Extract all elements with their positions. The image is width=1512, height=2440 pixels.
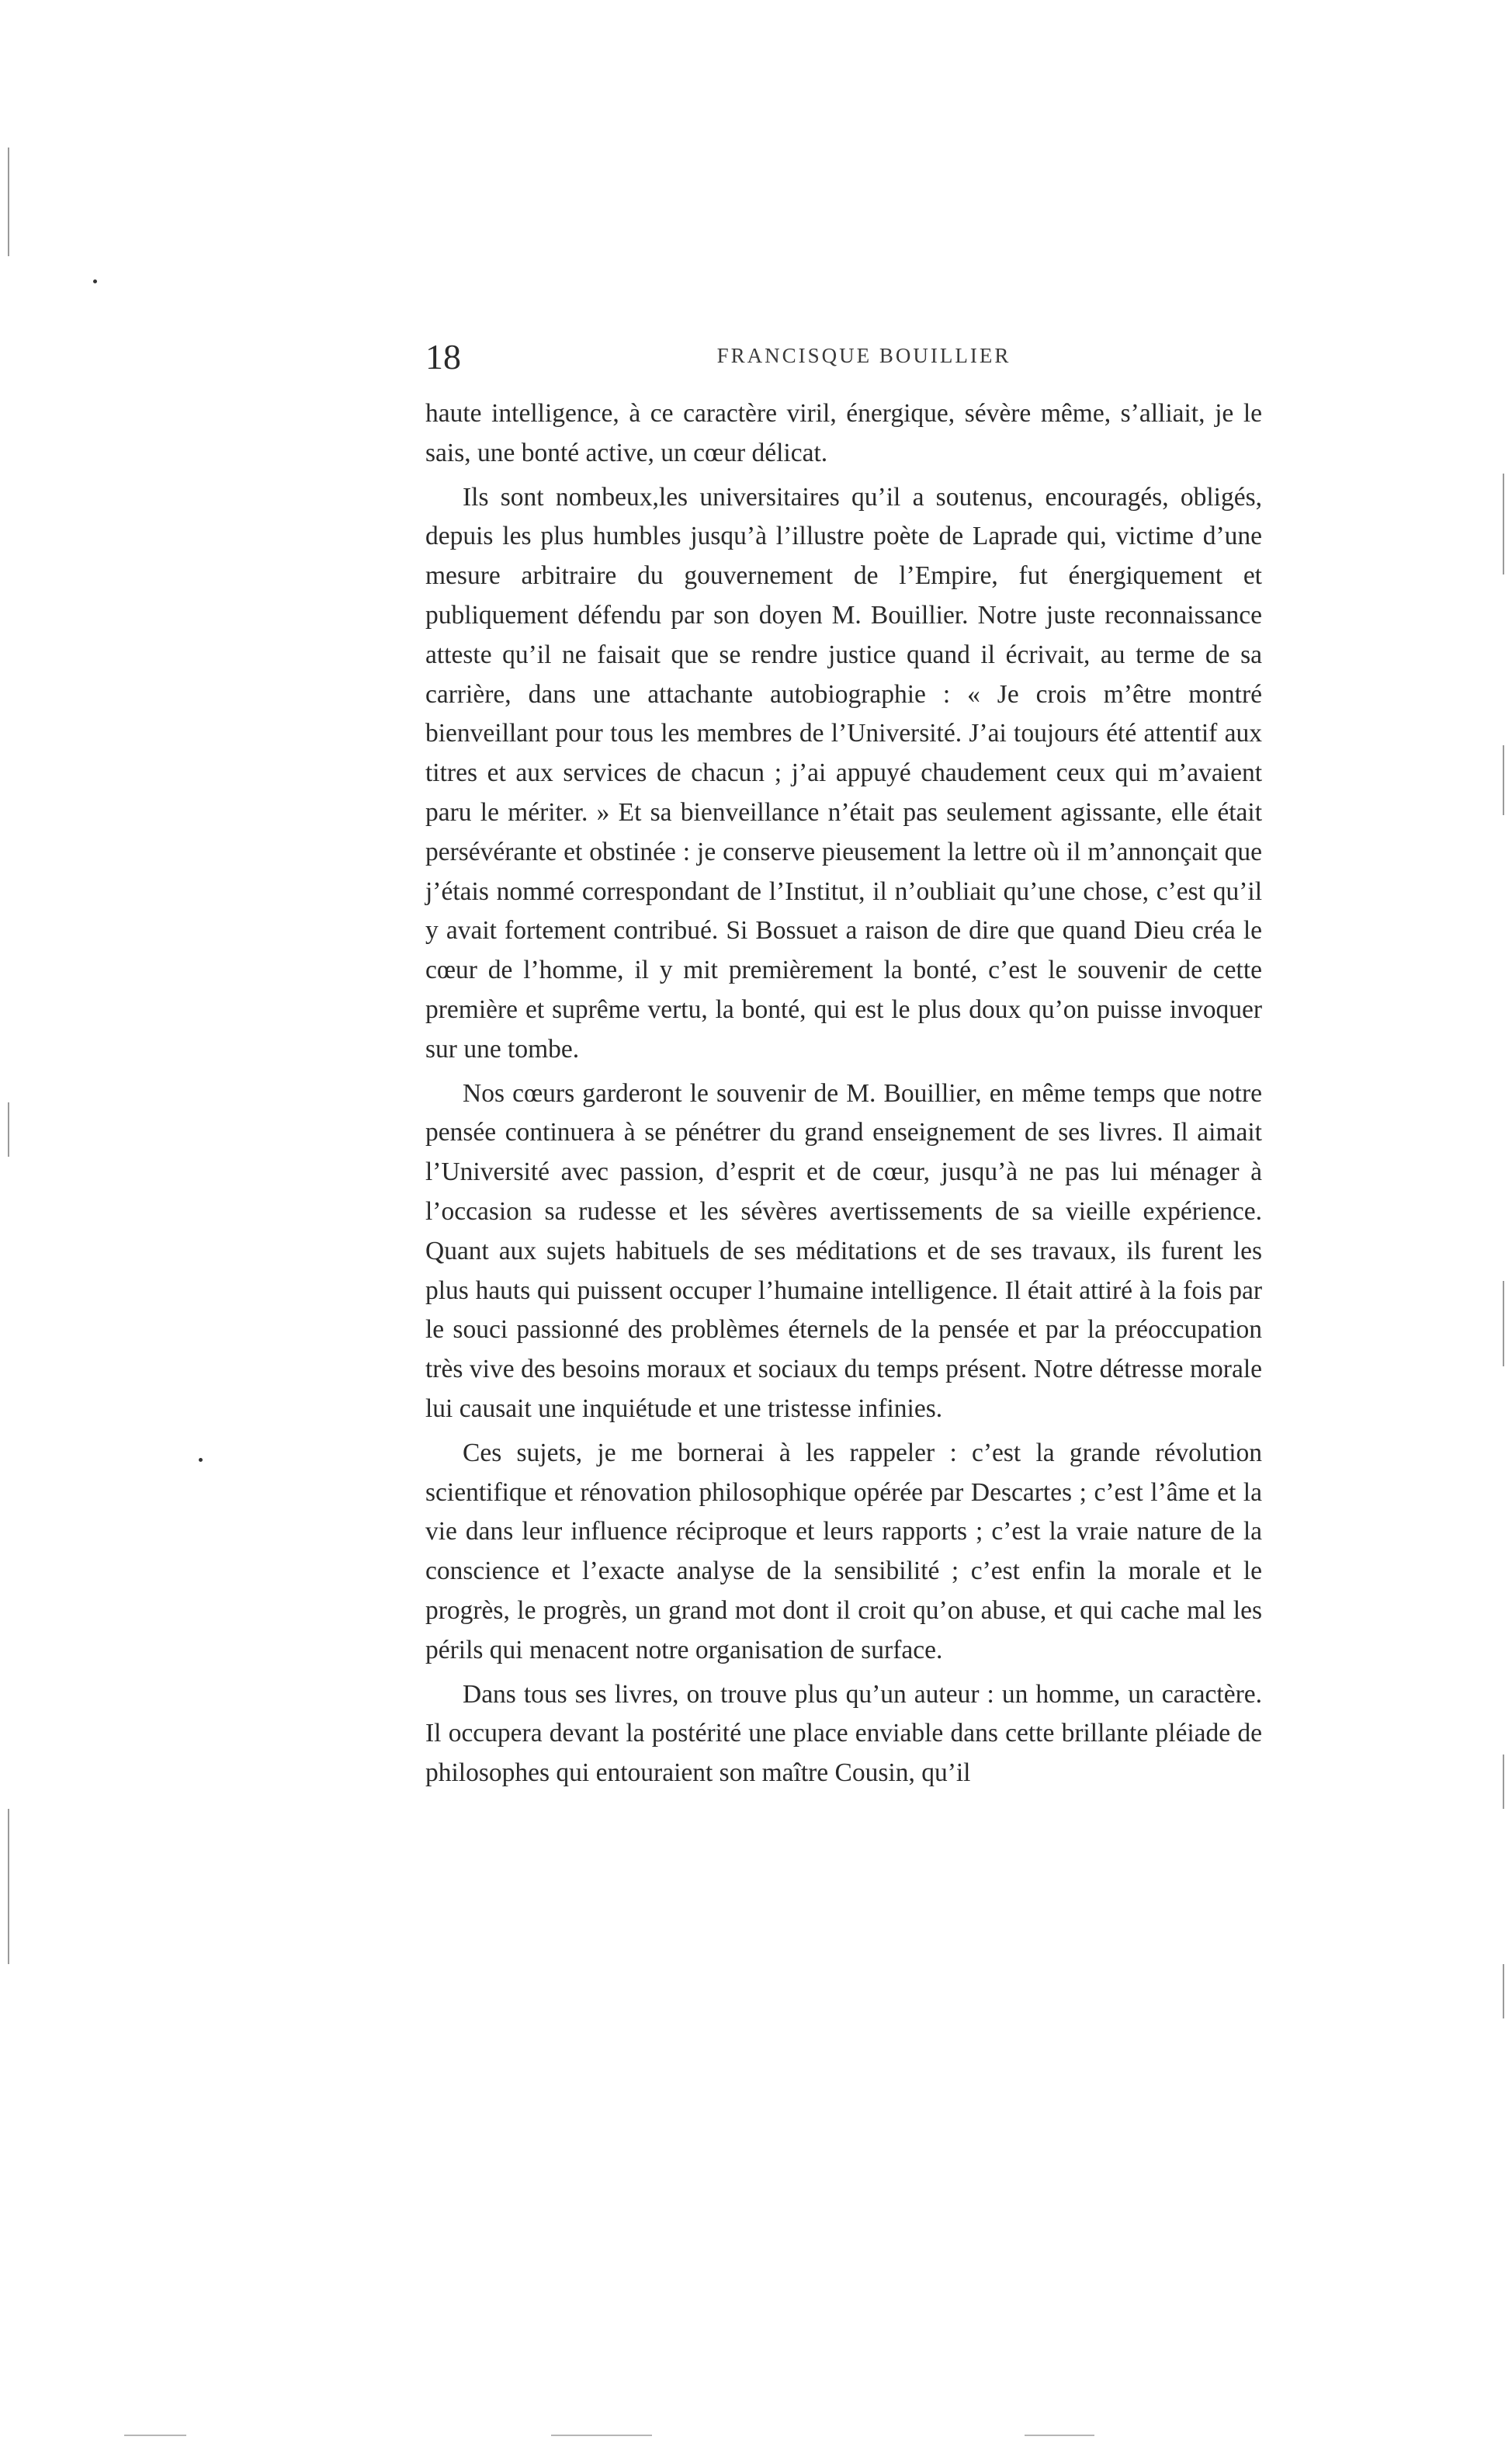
- page-header: [425, 334, 1279, 388]
- scan-bottom-rule: [124, 2435, 186, 2436]
- paragraph: Nos cœurs garderont le souvenir de M. Bouillier, en même temps que notre pensée continuera à se pénétrer du grand enseignement de ses livres. Il aimait l’Université avec passion, d’esprit et de cœur, jusqu’à ne pas lui ménager à l’occasion sa rudesse et les sévères avertissements de sa vieille expérience. Quant aux sujets habituels de ses méditations et de ses travaux, ils furent les plus hauts qui puissent occuper l’humaine intelligence. Il était attiré à la fois par le souci passionné des problèmes éternels de la pensée et par la préoccupation très vive des besoins moraux et sociaux du temps présent. Notre détresse morale lui causait une inquiétude et une tristesse infinies.: [425, 1078, 1262, 1423]
- scan-bottom-rule: [551, 2435, 652, 2436]
- scan-speck: [93, 279, 97, 283]
- scan-edge-mark: [8, 1102, 9, 1157]
- scan-edge-mark: [8, 1809, 9, 1964]
- scan-bottom-rule: [1025, 2435, 1094, 2436]
- scan-edge-mark: [1503, 1281, 1504, 1366]
- paragraph-continued: haute intelligence, à ce caractère viril, énergique, sévère même, s’alliait, je le sais, une bonté active, un cœur délicat.: [425, 399, 1262, 467]
- body-text: [425, 394, 1262, 1793]
- scan-speck: [199, 1458, 203, 1462]
- scan-edge-mark: [1503, 1755, 1504, 1809]
- running-title: FRANCISQUE BOUILLIER: [716, 344, 1011, 367]
- page-number: 18: [425, 337, 461, 377]
- scan-edge-mark: [1503, 1964, 1504, 2018]
- paragraph: Ces sujets, je me bornerai à les rappeler : c’est la grande révolution scientifique et rénovation philosophique opérée par Descartes ; c’est l’âme et la vie dans leur influence réciproque et leurs rapports ; c’est la vraie nature de la conscience et l’exacte analyse de la sensibilité ; c’est enfin la morale et le progrès, le progrès, un grand mot dont il croit qu’on abuse, et qui cache mal les périls qui menacent notre organisation de surface.: [425, 1438, 1262, 1664]
- paragraph: Ils sont nombeux,les universitaires qu’il a soutenus, encouragés, obligés, depuis les plus humbles jusqu’à l’illustre poète de Laprade qui, victime d’une mesure arbitraire du gouvernement de l’Empire, fut énergiquement et publiquement défendu par son doyen M. Bouillier. Notre juste reconnaissance atteste qu’il ne faisait que se rendre justice quand il écrivait, au terme de sa carrière, dans une attachante autobiographie : « Je crois m’être montré bienveillant pour tous les membres de l’Université. J’ai toujours été attentif aux titres et aux services de chacun ; j’ai appuyé chaudement ceux qui m’avaient paru le mériter. » Et sa bienveillance n’était pas seulement agissante, elle était persévérante et obstinée : je conserve pieusement la lettre où il m’annonçait que j’étais nommé correspondant de l’Institut, il n’oubliait qu’une chose, c’est qu’il y avait fortement contribué. Si Bossuet a raison de dire que quand Dieu créa le cœur de l’homme, il y mit premièrement la bonté, c’est le souvenir de cette première et suprême vertu, la bonté, qui est le plus doux qu’on puisse invoquer sur une tombe.: [425, 482, 1262, 1064]
- scan-edge-mark: [1503, 474, 1504, 574]
- paragraph: Dans tous ses livres, on trouve plus qu’un auteur : un homme, un caractère. Il occupera devant la postérité une place enviable dans cette brillante pléiade de philosophes qui entouraient son maître Cousin, qu’il: [425, 1679, 1262, 1788]
- scan-edge-mark: [8, 148, 9, 256]
- scan-edge-mark: [1503, 745, 1504, 815]
